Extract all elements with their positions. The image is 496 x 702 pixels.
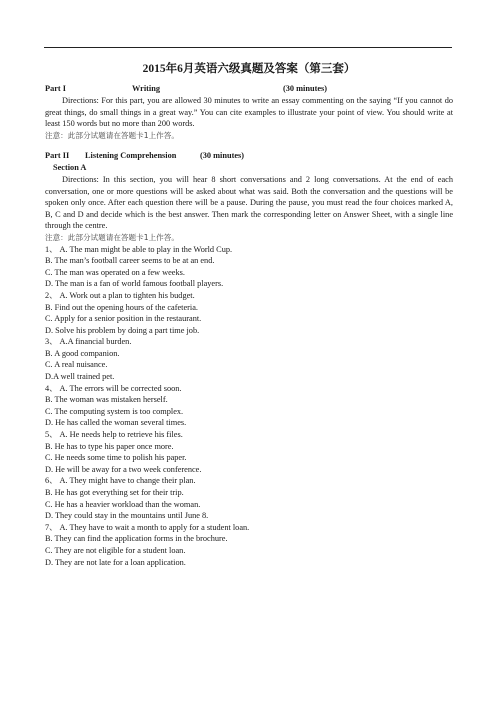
section-a-heading: Section A <box>53 163 87 173</box>
question-4 <box>45 383 453 429</box>
part1-note: 注意：此部分试题请在答题卡1上作答。 <box>45 130 179 140</box>
question-option: C. The man was operated on a few weeks. <box>45 267 185 277</box>
question-7 <box>45 522 453 568</box>
document-title: 2015年6月英语六级真题及答案（第三套） <box>142 63 356 75</box>
question-option: D. He has called the woman several times. <box>45 418 187 428</box>
part2-directions: Directions: In this section, you will hear 8 short conversations and 2 long conversations. At the end of each conversation, one or more questions will be asked about what was said. Both the conversation and the questions will be spoken only once. After each question there will be a pause. During the pause, you must read the four choices marked A, B, C and D and decide which is the best answer. Then mark the corresponding letter on Answer Sheet, with a single line through the centre. <box>45 174 453 231</box>
question-option: 6、 A. They might have to change their plan. <box>45 476 196 486</box>
question-option: 4、 A. The errors will be corrected soon. <box>45 383 182 393</box>
question-option: D. Solve his problem by doing a part time job. <box>45 325 200 335</box>
part1-directions: Directions: For this part, you are allowed 30 minutes to write an essay commenting on the saying “If you cannot do great things, do small things in a great way.” You can cite examples to illustrate your point of view. You should write at least 150 words but no more than 200 words. <box>45 96 453 129</box>
part1-name: Writing <box>132 84 160 93</box>
question-option: C. A real nuisance. <box>45 360 108 370</box>
question-option: B. He has to type his paper once more. <box>45 441 174 451</box>
part2-label: Part II <box>45 151 70 161</box>
exam-page <box>45 62 453 568</box>
question-list <box>45 244 453 569</box>
question-option: B. Find out the opening hours of the cafeteria. <box>45 302 198 312</box>
question-option: 7、 A. They have to wait a month to apply for a student loan. <box>45 522 250 532</box>
question-3 <box>45 336 453 382</box>
question-option: B. The woman was mistaken herself. <box>45 395 168 405</box>
part1-time: (30 minutes) <box>283 84 328 93</box>
question-option: B. He has got everything set for their trip. <box>45 488 184 497</box>
question-option: B. They can find the application forms in the brochure. <box>45 534 228 544</box>
question-option: D. The man is a fan of world famous football players. <box>45 279 224 289</box>
question-option: 5、 A. He needs help to retrieve his files. <box>45 430 183 440</box>
question-5 <box>45 429 453 475</box>
question-2 <box>45 290 453 336</box>
question-1 <box>45 244 453 290</box>
question-option: B. A good companion. <box>45 348 120 358</box>
question-option: C. They are not eligible for a student loan. <box>45 545 186 555</box>
question-option: D.A well trained pet. <box>45 372 115 382</box>
question-option: 3、 A.A financial burden. <box>45 337 132 347</box>
question-option: D. They are not late for a loan application. <box>45 557 186 567</box>
part2-heading <box>45 150 453 162</box>
part1-label: Part I <box>45 84 66 93</box>
part1-heading <box>45 83 453 95</box>
question-option: D. They could stay in the mountains until June 8. <box>45 511 209 521</box>
question-6 <box>45 475 453 521</box>
header-rule <box>44 47 452 48</box>
question-option: C. The computing system is too complex. <box>45 406 184 416</box>
question-option: C. He needs some time to polish his paper. <box>45 453 187 463</box>
question-option: 2、 A. Work out a plan to tighten his budget. <box>45 290 195 300</box>
part2-time: (30 minutes) <box>200 151 245 161</box>
question-option: C. He has a heavier workload than the woman. <box>45 499 201 509</box>
part2-name: Listening Comprehension <box>85 151 177 161</box>
question-option: B. The man’s football career seems to be at an end. <box>45 256 215 266</box>
part2-note: 注意：此部分试题请在答题卡1上作答。 <box>45 232 179 242</box>
question-option: C. Apply for a senior position in the restaurant. <box>45 314 202 324</box>
question-option: 1、 A. The man might be able to play in the World Cup. <box>45 244 233 254</box>
question-option: D. He will be away for a two week conference. <box>45 464 202 474</box>
